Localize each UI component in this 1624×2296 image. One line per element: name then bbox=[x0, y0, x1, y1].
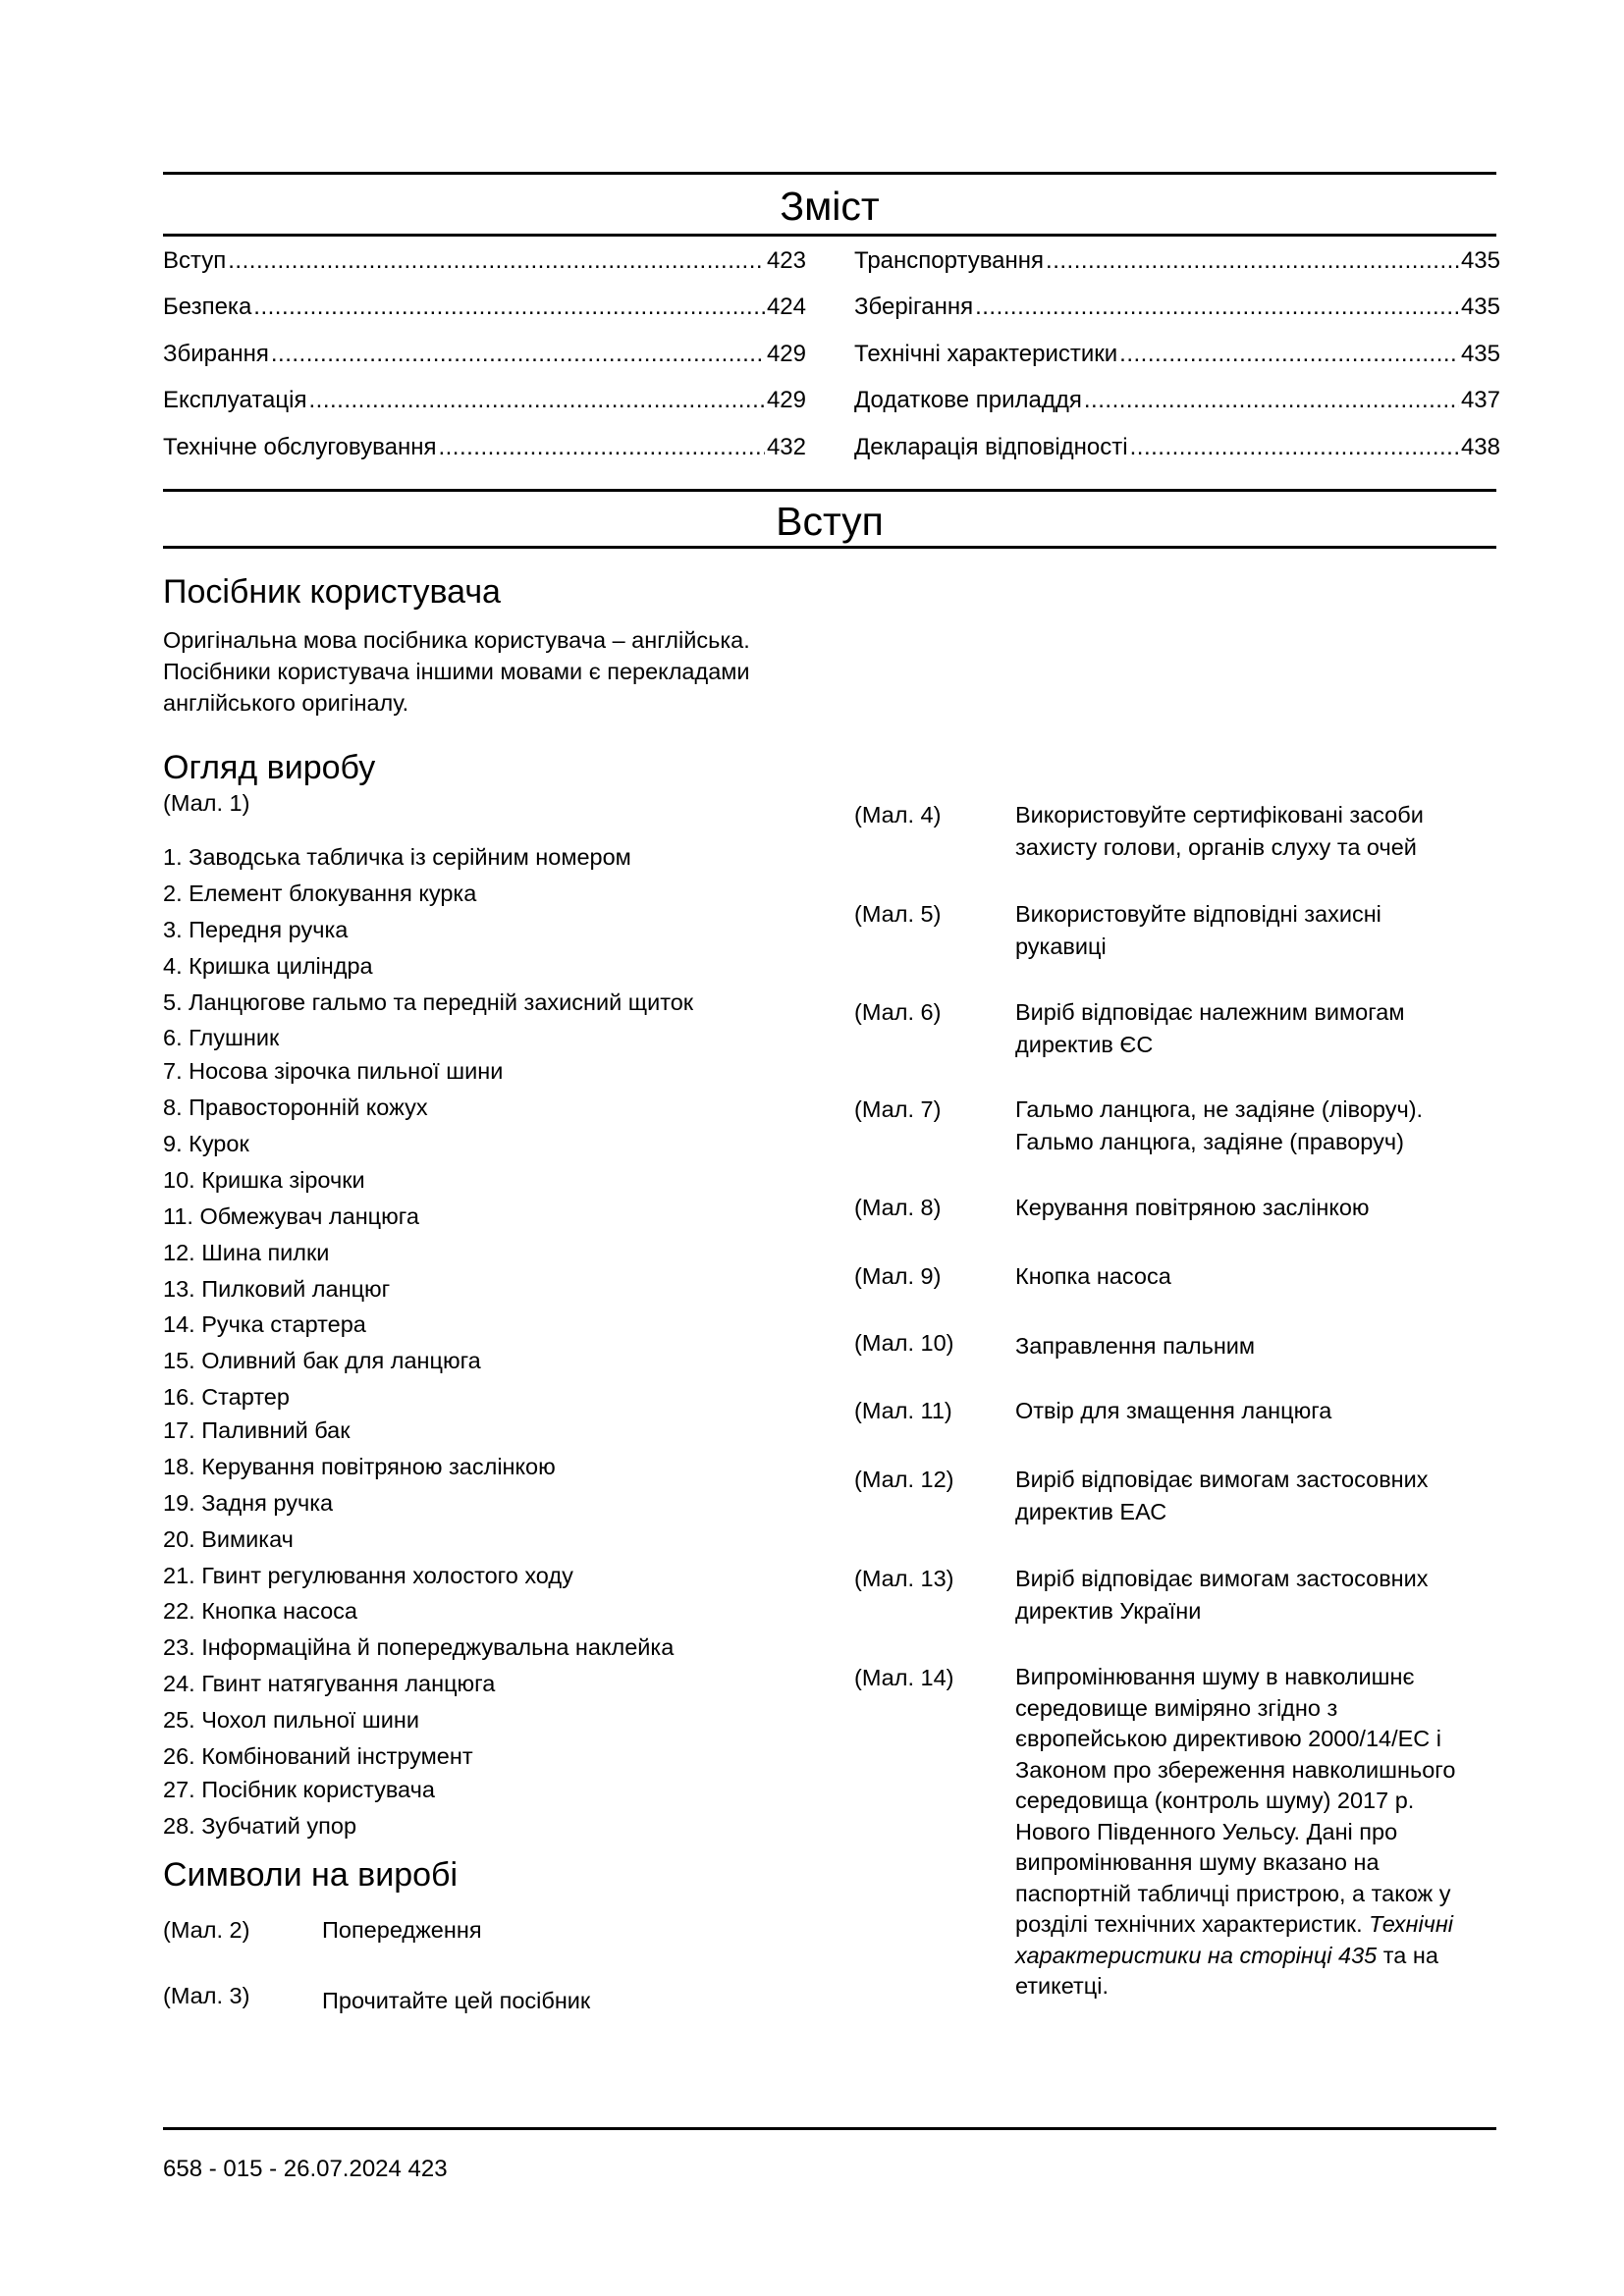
symbol-figure-ref: (Мал. 11) bbox=[854, 1398, 952, 1423]
list-item: 23. Інформаційна й попереджувальна наклейка bbox=[163, 1634, 675, 1660]
symbol-description: Використовуйте сертифіковані засоби захисту голови, органів слуху та очей bbox=[1015, 802, 1424, 860]
symbol-figure-ref: (Мал. 2) bbox=[163, 1917, 250, 1943]
toc-leader-dots bbox=[1084, 386, 1459, 415]
toc-title: Зміст bbox=[780, 184, 880, 229]
list-item: 26. Комбінований інструмент bbox=[163, 1743, 473, 1769]
toc-entry-name: Додаткове приладдя bbox=[854, 387, 1082, 413]
list-item: 14. Ручка стартера bbox=[163, 1311, 366, 1337]
toc-leader-dots bbox=[438, 433, 765, 462]
specs-page-link[interactable]: Технічні характеристики на сторінці 435 bbox=[1015, 1911, 1453, 1968]
symbol-figure-ref: (Мал. 9) bbox=[854, 1263, 942, 1289]
symbol-description: Виріб відповідає вимогам застосовних директив ЕАС bbox=[1015, 1467, 1429, 1524]
toc-entry-name: Експлуатація bbox=[163, 387, 307, 413]
list-item: 28. Зубчатий упор bbox=[163, 1813, 357, 1839]
symbol-description: Отвір для змащення ланцюга bbox=[1015, 1398, 1332, 1423]
toc-entry[interactable] bbox=[854, 293, 1500, 322]
toc-leader-dots bbox=[253, 293, 765, 322]
toc-entry[interactable] bbox=[163, 340, 806, 369]
list-item: 24. Гвинт натягування ланцюга bbox=[163, 1671, 496, 1696]
symbols-heading: Символи на виробі bbox=[163, 1856, 459, 1894]
symbol-figure-ref: (Мал. 8) bbox=[854, 1195, 942, 1220]
list-item: 18. Керування повітряною заслінкою bbox=[163, 1454, 556, 1479]
intro-top-rule bbox=[163, 489, 1496, 492]
toc-top-rule bbox=[163, 172, 1496, 175]
list-item: 22. Кнопка насоса bbox=[163, 1598, 358, 1624]
noise-text-tail: та на етикетці. bbox=[1015, 1942, 1438, 1999]
toc-entry-name: Транспортування bbox=[854, 247, 1045, 274]
toc-entry-name: Технічне обслуговування bbox=[163, 434, 437, 460]
symbol-description: Керування повітряною заслінкою bbox=[1015, 1195, 1370, 1220]
toc-leader-dots bbox=[1119, 340, 1459, 369]
list-item: 10. Кришка зірочки bbox=[163, 1167, 365, 1193]
toc-entry-name: Збирання bbox=[163, 341, 269, 367]
intro-bottom-rule bbox=[163, 546, 1496, 549]
symbol-figure-ref: (Мал. 4) bbox=[854, 802, 942, 828]
toc-leader-dots bbox=[271, 340, 765, 369]
toc-entry-page: 423 bbox=[766, 247, 806, 274]
list-item: 20. Вимикач bbox=[163, 1526, 294, 1552]
toc-entry-page: 424 bbox=[766, 294, 806, 320]
toc-entry[interactable] bbox=[163, 433, 806, 462]
symbol-figure-ref: (Мал. 12) bbox=[854, 1467, 954, 1492]
toc-entry-name: Технічні характеристики bbox=[854, 341, 1118, 367]
list-item: 17. Паливний бак bbox=[163, 1417, 351, 1443]
toc-entry[interactable] bbox=[163, 386, 806, 415]
toc-entry-name: Вступ bbox=[163, 247, 227, 274]
list-item: 2. Елемент блокування курка bbox=[163, 881, 477, 906]
list-item: 19. Задня ручка bbox=[163, 1490, 334, 1516]
toc-entry-name: Декларація відповідності bbox=[854, 434, 1128, 460]
symbol-description: Використовуйте відповідні захисні рукавиці bbox=[1015, 901, 1381, 959]
list-item: 5. Ланцюгове гальмо та передній захисний щиток bbox=[163, 989, 694, 1015]
toc-leader-dots bbox=[228, 246, 765, 276]
toc-entry-page: 438 bbox=[1460, 434, 1500, 460]
symbol-figure-ref: (Мал. 5) bbox=[854, 901, 942, 927]
toc-leader-dots bbox=[308, 386, 764, 415]
toc-entry-page: 435 bbox=[1460, 341, 1500, 367]
symbol-description: Прочитайте цей посібник bbox=[322, 1988, 591, 2013]
toc-leader-dots bbox=[1130, 433, 1459, 462]
list-item: 7. Носова зірочка пильної шини bbox=[163, 1058, 504, 1084]
toc-entry-name: Безпека bbox=[163, 294, 252, 320]
list-item: 8. Правосторонній кожух bbox=[163, 1095, 428, 1120]
toc-entry[interactable] bbox=[854, 246, 1500, 276]
symbol-description: Заправлення пальним bbox=[1015, 1333, 1256, 1359]
symbol-description: Попередження bbox=[322, 1917, 482, 1943]
toc-leader-dots bbox=[1046, 246, 1459, 276]
toc-entry-page: 429 bbox=[766, 341, 806, 367]
symbol-figure-ref: (Мал. 7) bbox=[854, 1096, 942, 1122]
list-item: 16. Стартер bbox=[163, 1384, 290, 1410]
symbol-figure-ref: (Мал. 13) bbox=[854, 1566, 954, 1591]
symbol-description: Гальмо ланцюга, не задіяне (ліворуч). Гальмо ланцюга, задіяне (праворуч) bbox=[1015, 1096, 1424, 1154]
list-item: 25. Чохол пильної шини bbox=[163, 1707, 419, 1733]
page-footer: 658 - 015 - 26.07.2024 423 bbox=[163, 2156, 448, 2182]
symbol-figure-ref: (Мал. 10) bbox=[854, 1330, 954, 1356]
toc-entry-page: 435 bbox=[1460, 247, 1500, 274]
list-item: 11. Обмежувач ланцюга bbox=[163, 1203, 419, 1229]
noise-text: Випромінювання шуму в навколишнє середовище виміряно згідно з європейською директивою 2000/14/EC і Законом про збереження навколишнього середовища (контроль шуму) 2017 р. Нового Південного Уельсу. Дані про випромінювання шуму вказано на паспортній табличці пристрою, а також у розділі технічних характеристик. bbox=[1015, 1664, 1456, 1937]
toc-entry-page: 435 bbox=[1460, 294, 1500, 320]
list-item: 27. Посібник користувача bbox=[163, 1777, 435, 1802]
symbol-description bbox=[1015, 1662, 1489, 2002]
intro-title: Вступ bbox=[776, 499, 884, 544]
list-item: 9. Курок bbox=[163, 1131, 249, 1156]
toc-entry[interactable] bbox=[854, 433, 1500, 462]
toc-entry[interactable] bbox=[163, 293, 806, 322]
toc-entry[interactable] bbox=[854, 386, 1500, 415]
list-item: 12. Шина пилки bbox=[163, 1240, 330, 1265]
symbol-figure-ref: (Мал. 6) bbox=[854, 999, 942, 1025]
toc-entry-name: Зберігання bbox=[854, 294, 974, 320]
list-item: 13. Пилковий ланцюг bbox=[163, 1276, 391, 1302]
list-item: 1. Заводська табличка із серійним номером bbox=[163, 844, 631, 870]
symbol-figure-ref: (Мал. 3) bbox=[163, 1983, 250, 2008]
list-item: 21. Гвинт регулювання холостого ходу bbox=[163, 1563, 573, 1588]
toc-entry[interactable] bbox=[854, 340, 1500, 369]
list-item: 15. Оливний бак для ланцюга bbox=[163, 1348, 481, 1373]
symbol-description: Виріб відповідає належним вимогам директив ЄС bbox=[1015, 999, 1405, 1057]
list-item: 4. Кришка циліндра bbox=[163, 953, 373, 979]
toc-entry[interactable] bbox=[163, 246, 806, 276]
toc-entry-page: 432 bbox=[766, 434, 806, 460]
toc-bottom-rule bbox=[163, 234, 1496, 237]
overview-figure-ref: (Мал. 1) bbox=[163, 790, 250, 816]
footer-rule bbox=[163, 2127, 1496, 2130]
toc-entry-page: 429 bbox=[766, 387, 806, 413]
manual-heading: Посібник користувача bbox=[163, 573, 501, 611]
symbol-figure-ref: (Мал. 14) bbox=[854, 1665, 954, 1690]
overview-heading: Огляд виробу bbox=[163, 749, 376, 786]
symbol-description: Кнопка насоса bbox=[1015, 1263, 1171, 1289]
list-item: 3. Передня ручка bbox=[163, 917, 349, 942]
toc-leader-dots bbox=[975, 293, 1459, 322]
list-item: 6. Глушник bbox=[163, 1025, 280, 1050]
symbol-description: Виріб відповідає вимогам застосовних директив України bbox=[1015, 1566, 1429, 1624]
manual-paragraph: Оригінальна мова посібника користувача – англійська. Посібники користувача іншими мовами є перекладами англійського оригіналу. bbox=[163, 627, 750, 716]
toc-entry-page: 437 bbox=[1460, 387, 1500, 413]
